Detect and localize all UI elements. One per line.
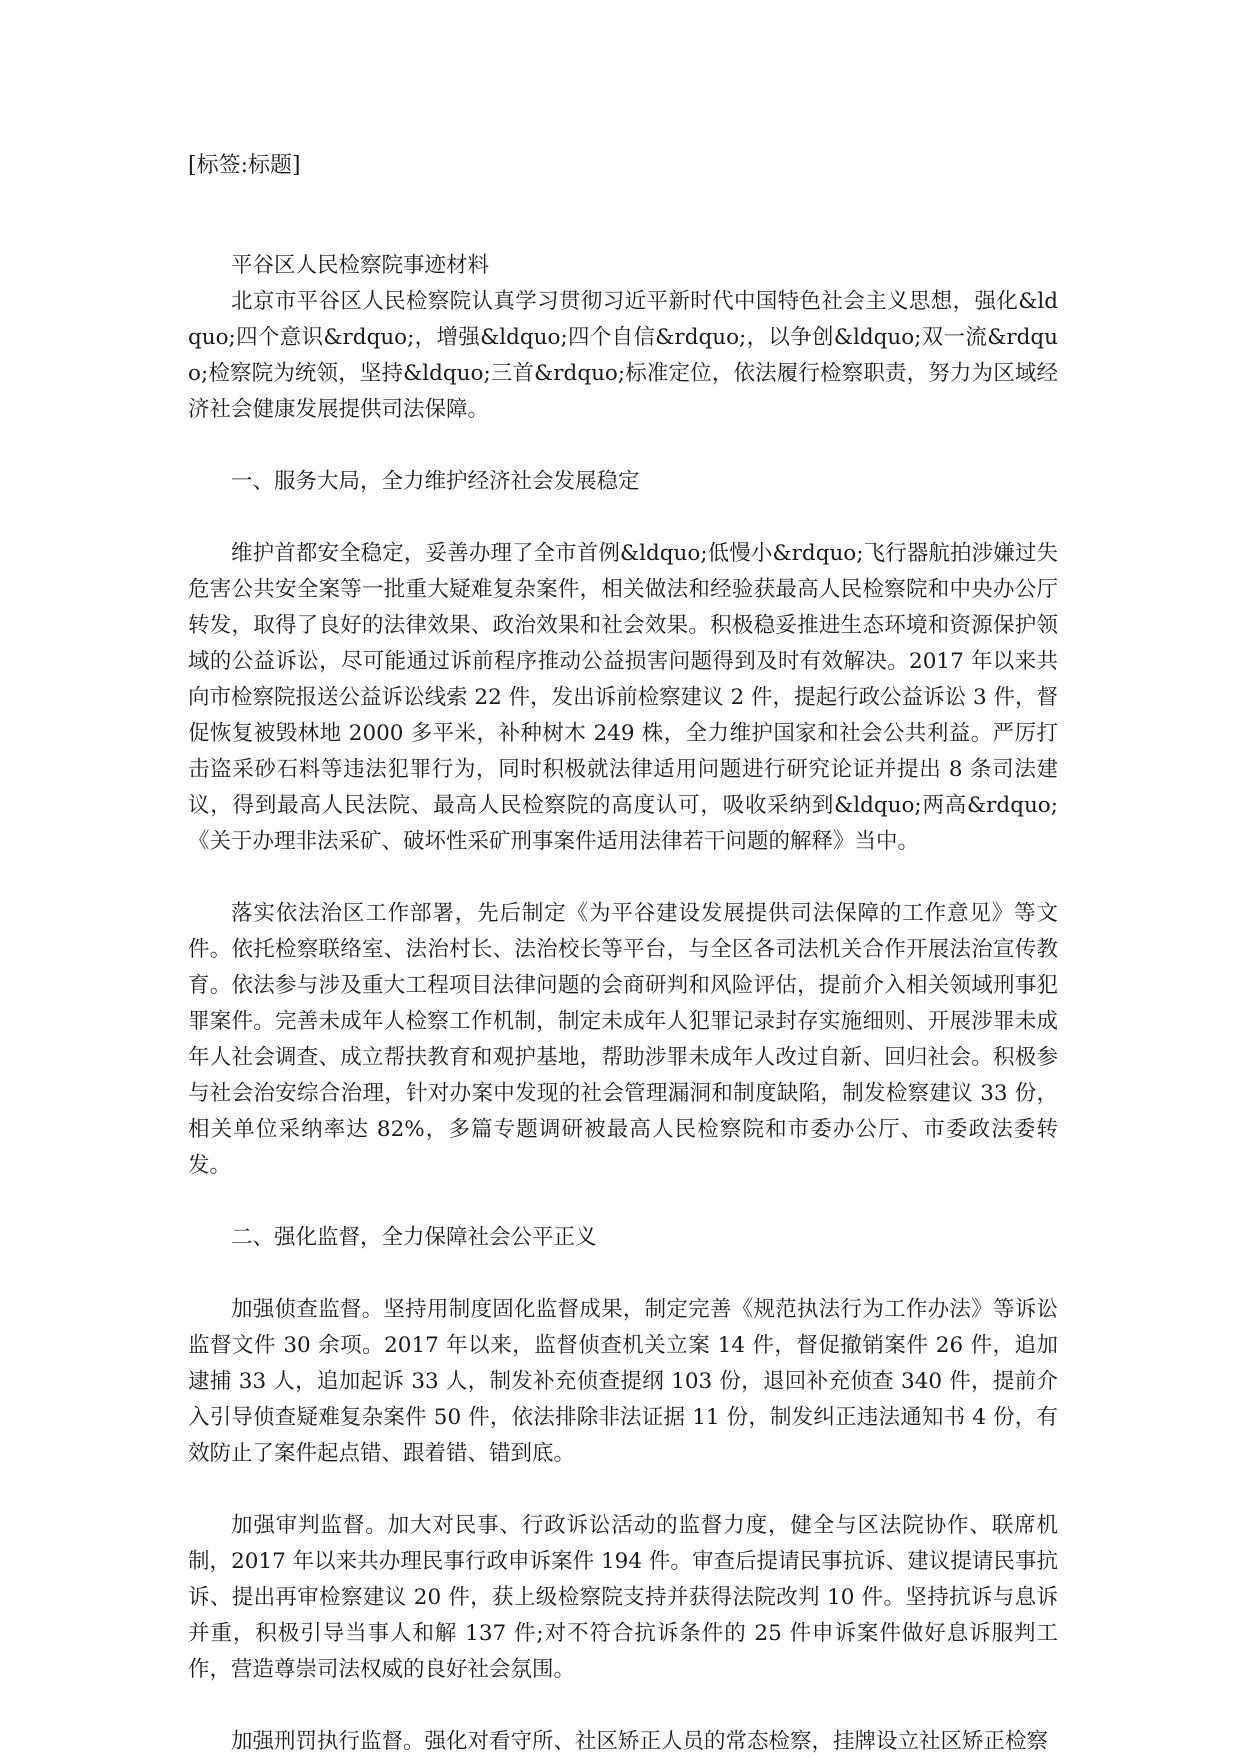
section2-paragraph-2: 加强审判监督。加大对民事、行政诉讼活动的监督力度，健全与区法院协作、联席机制，2017 年以来共办理民事行政申诉案件 194 件。审查后提请民事抗诉、建议提请民事抗诉、提出再审检察建议 20 件，获上级检察院支持并获得法院改判 10 件。坚持抗诉与息诉并重，积极引导当事人和解 137 件;对不符合抗诉条件的 25 件申诉案件做好息诉服判工作，营造尊崇司法权威的良好社会氛围。 [188, 1513, 1058, 1682]
document-title: 平谷区人民检察院事迹材料 [231, 253, 490, 278]
document-body [188, 248, 1058, 1760]
section1-paragraph-2: 落实依法治区工作部署，先后制定《为平谷建设发展提供司法保障的工作意见》等文件。依托检察联络室、法治村长、法治校长等平台，与全区各司法机关合作开展法治宣传教育。依法参与涉及重大工程项目法律问题的会商研判和风险评估，提前介入相关领域刑事犯罪案件。完善未成年人检察工作机制，制定未成年人犯罪记录封存实施细则、开展涉罪未成年人社会调查、成立帮扶教育和观护基地，帮助涉罪未成年人改过自新、回归社会。积极参与社会治安综合治理，针对办案中发现的社会管理漏洞和制度缺陷，制发检察建议 33 份，相关单位采纳率达 82%，多篇专题调研被最高人民检察院和市委办公厅、市委政法委转发。 [188, 901, 1058, 1178]
tag-label: [标签:标题] [188, 153, 301, 178]
section-heading-2: 二、强化监督，全力保障社会公平正义 [231, 1225, 597, 1250]
intro-paragraph: 北京市平谷区人民检察院认真学习贯彻习近平新时代中国特色社会主义思想，强化&ldquo;四个意识&rdquo;，增强&ldquo;四个自信&rdquo;，以争创&ldquo;双一流&rdquo;检察院为统领，坚持&ldquo;三首&rdquo;标准定位，依法履行检察职责，努力为区域经济社会健康发展提供司法保障。 [188, 289, 1058, 422]
section2-paragraph-1: 加强侦查监督。坚持用制度固化监督成果，制定完善《规范执法行为工作办法》等诉讼监督文件 30 余项。2017 年以来，监督侦查机关立案 14 件，督促撤销案件 26 件，追加逮捕 33 人，追加起诉 33 人，制发补充侦查提纲 103 份，退回补充侦查 340 件，提前介入引导侦查疑难复杂案件 50 件，依法排除非法证据 11 份，制发纠正违法通知书 4 份，有效防止了案件起点错、跟着错、错到底。 [188, 1297, 1058, 1466]
section-heading-1: 一、服务大局，全力维护经济社会发展稳定 [231, 469, 640, 494]
section2-paragraph-3: 加强刑罚执行监督。强化对看守所、社区矫正人员的常态检察，挂牌设立社区矫正检察 [231, 1729, 1049, 1754]
section1-paragraph-1: 维护首都安全稳定，妥善办理了全市首例&ldquo;低慢小&rdquo;飞行器航拍涉嫌过失危害公共安全案等一批重大疑难复杂案件，相关做法和经验获最高人民检察院和中央办公厅转发，取得了良好的法律效果、政治效果和社会效果。积极稳妥推进生态环境和资源保护领域的公益诉讼，尽可能通过诉前程序推动公益损害问题得到及时有效解决。2017 年以来共向市检察院报送公益诉讼线索 22 件，发出诉前检察建议 2 件，提起行政公益诉讼 3 件，督促恢复被毁林地 2000 多平米，补种树木 249 株，全力维护国家和社会公共利益。严厉打击盗采砂石料等违法犯罪行为，同时积极就法律适用问题进行研究论证并提出 8 条司法建议，得到最高人民法院、最高人民检察院的高度认可，吸收采纳到&ldquo;两高&rdquo;《关于办理非法采矿、破坏性采矿刑事案件适用法律若干问题的解释》当中。 [188, 541, 1058, 854]
